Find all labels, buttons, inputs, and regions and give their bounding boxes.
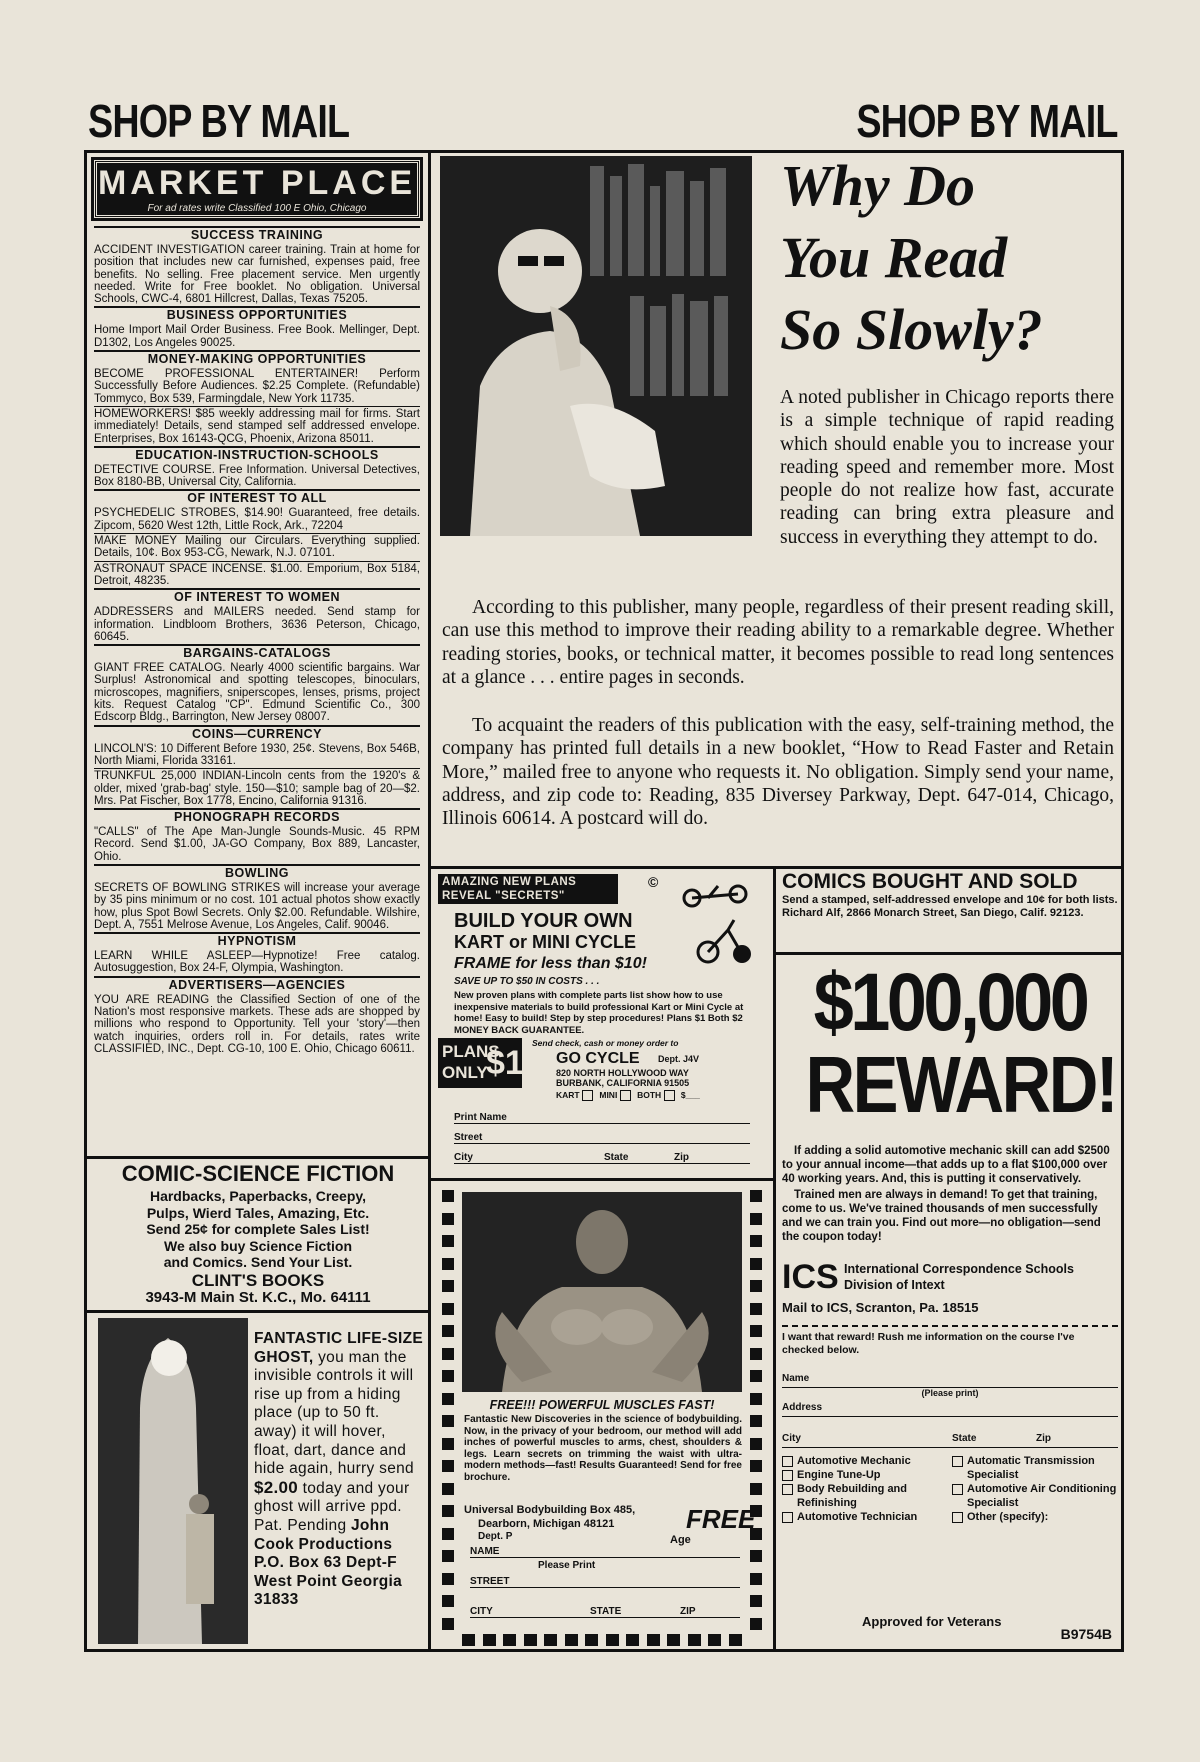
field-label: State — [952, 1433, 977, 1444]
field-label: Street — [454, 1132, 483, 1143]
clints-line: Pulps, Wierd Tales, Amazing, Etc. — [146, 1204, 370, 1221]
classified-ad: ACCIDENT INVESTIGATION career training. Train at home for position that includes new car furnished, expenses paid, free benefits. No selling. Free placement service. Men urgently needed. Write for Free booklet. No obligation. Universal Schools, CWC-4, 6801 Hillcrest, Dallas, Texas 75205. — [94, 244, 420, 306]
ghost-photo — [98, 1318, 248, 1644]
option-label: Engine Tune-Up — [797, 1469, 881, 1481]
street-field[interactable] — [454, 1132, 750, 1144]
classified-ad: ASTRONAUT SPACE INCENSE. $1.00. Emporium, Box 5184, Detroit, 48235. — [94, 562, 420, 587]
article-headline — [780, 150, 1120, 366]
go-cycle-h3: FRAME for less than $10! — [454, 955, 647, 972]
ics-address-field[interactable] — [782, 1402, 1118, 1417]
checkbox[interactable] — [782, 1456, 793, 1467]
muscles-ad — [438, 1186, 768, 1646]
reward-amount: $100,000 — [813, 957, 1087, 1048]
option-mini: MINI — [599, 1090, 618, 1100]
film-strip-bottom — [462, 1634, 742, 1646]
field-label: Zip — [1036, 1433, 1051, 1444]
classified-category: OF INTEREST TO ALL — [94, 489, 420, 506]
marketplace-title-box — [94, 160, 420, 218]
ics-option[interactable] — [952, 1510, 1118, 1524]
option-label: Other (specify): — [967, 1511, 1049, 1523]
go-cycle-ad — [438, 874, 768, 1172]
classified-ad: TRUNKFUL 25,000 INDIAN-Lincoln cents from the 1920's & older, mixed 'grab-bag' style. 150—$10; sample bag of 20—$2. Mrs. Pat Fischer, Box 1778, Encino, California 91316. — [94, 770, 420, 807]
reader-illustration — [440, 156, 752, 536]
go-cycle-company: GO CYCLE — [556, 1050, 640, 1067]
muscles-city: Dearborn, Michigan 48121 — [478, 1518, 615, 1530]
classified-ad: YOU ARE READING the Classified Section of one of the Nation's most responsive markets. These ads are shopped by millions who respond to Opportunity. Tell your 'story'—then watch inquiries, orders roll in. For details, rates write CLASSIFIED, INC., Dept. CG-10, 100 E. Ohio, Chicago 60611. — [94, 993, 420, 1055]
film-strip-right — [750, 1190, 762, 1630]
marketplace-subtitle: For ad rates write Classified 100 E Ohio, Chicago — [147, 203, 367, 214]
muscles-street-field[interactable] — [470, 1576, 740, 1588]
film-strip-left — [442, 1190, 454, 1630]
mini-checkbox[interactable] — [620, 1090, 631, 1101]
muscles-dept: Dept. P — [478, 1531, 513, 1542]
reader-photo — [440, 156, 752, 536]
classified-category: MONEY-MAKING OPPORTUNITIES — [94, 350, 420, 367]
field-label: State — [604, 1152, 629, 1163]
headline-line: You Read — [780, 225, 1008, 290]
banner-line: AMAZING NEW PLANS — [442, 876, 577, 888]
ics-org: International Correspondence Schools — [844, 1262, 1074, 1276]
muscles-city-field[interactable] — [470, 1606, 740, 1618]
ics-reward-ad — [782, 958, 1118, 1648]
checkbox[interactable] — [782, 1512, 793, 1523]
classified-category: BARGAINS-CATALOGS — [94, 644, 420, 661]
divider — [428, 150, 431, 1652]
classified-ad: HOMEWORKERS! $85 weekly addressing mail for firms. Start immediately! Details, send stamped self addressed envelope. Enterprises, Box 16143-QCG, Phoenix, Arizona 85011. — [94, 407, 420, 445]
article-paragraph-1: According to this publisher, many people, regardless of their present reading skill, can use this method to improve their reading ability to a remarkable degree. Whether reading stories, books, or technical matter, it becomes possible to read long sentences at a glance . . . entire pages in seconds. — [442, 597, 1114, 688]
classified-ad: DETECTIVE COURSE. Free Information. Universal Detectives, Box 8180-BB, Universal City, California. — [94, 463, 420, 489]
ics-option[interactable] — [782, 1510, 952, 1524]
ghost-text — [254, 1330, 424, 1610]
classified-ad: BECOME PROFESSIONAL ENTERTAINER! Perform Successfully Before Audiences. $2.25 Complete. (Refundable) Tommyco, Box 539, Farmingdale, New York 11735. — [94, 368, 420, 405]
classified-ad: MAKE MONEY Mailing our Circulars. Everything supplied. Details, 10¢. Box 953-CG, Newark, N.J. 07101. — [94, 535, 420, 560]
ics-paragraph-1: If adding a solid automotive mechanic skill can add $2500 to your annual income—that adds up to a flat $100,000 over 40 working years. And, this is putting it conservatively. — [782, 1145, 1110, 1185]
option-label: Automotive Air Conditioning Specialist — [967, 1483, 1117, 1509]
go-cycle-body: New proven plans with complete parts list show how to use inexpensive materials to build professional Kart or Mini Cycle at home! Easy to build! Step by step procedures! Plans $1 Both $2 MONEY BACK GUARANTEE. — [454, 990, 744, 1036]
classified-category: BOWLING — [94, 864, 420, 881]
divider — [428, 866, 1124, 869]
header-right: SHOP BY MAIL — [856, 95, 1118, 147]
field-label: Address — [782, 1402, 823, 1413]
go-cycle-h2: KART or MINI CYCLE — [454, 932, 636, 952]
divider — [773, 866, 776, 1652]
go-cycle-h1: BUILD YOUR OWN — [454, 910, 633, 932]
classified-category: BUSINESS OPPORTUNITIES — [94, 306, 420, 323]
muscles-headline: FREE!!! POWERFUL MUSCLES FAST! — [489, 1398, 715, 1412]
option-label: Automotive Mechanic — [797, 1455, 911, 1467]
both-checkbox[interactable] — [664, 1090, 675, 1101]
go-cycle-banner — [438, 874, 618, 904]
kart-illustration — [678, 880, 758, 970]
ghost-price: $2.00 — [254, 1477, 299, 1497]
go-cycle-save: SAVE UP TO $50 IN COSTS . . . — [454, 976, 600, 987]
ics-option[interactable] — [782, 1454, 952, 1468]
field-label: Name — [782, 1373, 810, 1384]
classified-category: COINS—CURRENCY — [94, 725, 420, 742]
clints-line: We also buy Science Fiction — [163, 1237, 352, 1254]
go-cycle-city: BURBANK, CALIFORNIA 91505 — [556, 1078, 690, 1088]
comics-title: COMICS BOUGHT AND SOLD — [782, 870, 1078, 893]
headline-line: So Slowly? — [780, 297, 1043, 362]
field-label: CITY — [470, 1606, 493, 1617]
ics-code: B9754B — [1060, 1626, 1112, 1642]
article-paragraph-2: To acquaint the readers of this publication with the easy, self-training method, the company has printed full details in a new booklet, “How to Read Faster and Retain More,” mailed free to anyone who requests it. No obligation. Simply send your name, address, and zip code to: Reading, 835 Diversey Parkway, Dept. 647-014, Chicago, Illinois 60614. A postcard will do. — [442, 715, 1114, 830]
ghost-company: John Cook Productions P.O. Box 63 Dept-F West Point Georgia 31833 — [254, 1516, 403, 1609]
ghost-body: you man the invisible controls it will rise up from a hiding place (up to 50 ft. away) it will hover, float, dart, dance and hide again, hurry send — [254, 1348, 414, 1478]
marketplace — [94, 160, 420, 1056]
plans-only-label: PLANS ONLY — [442, 1042, 500, 1082]
option-kart: KART — [556, 1090, 580, 1100]
classified-category: OF INTEREST TO WOMEN — [94, 588, 420, 605]
ics-name-field[interactable] — [782, 1373, 1118, 1388]
divider — [84, 1156, 430, 1159]
field-label: Age — [670, 1534, 691, 1546]
field-label: NAME — [470, 1546, 500, 1557]
go-cycle-street: 820 NORTH HOLLYWOOD WAY — [556, 1068, 689, 1078]
ics-option[interactable] — [952, 1482, 1118, 1510]
ics-logo: ICS — [782, 1258, 839, 1296]
ics-city-field[interactable] — [782, 1433, 1118, 1448]
classified-ad: Home Import Mail Order Business. Free Book. Mellinger, Dept. D1302, Los Angeles 90025. — [94, 324, 420, 349]
go-cycle-options — [556, 1090, 700, 1101]
muscles-body: Fantastic New Discoveries in the science of bodybuilding. Now, in the privacy of your bedroom, our method will add inches of powerful muscles to arms, chest, shoulders & legs. Learn secrets on trimming the waist with ultra-modern methods—fast! Results Guaranteed! Send for free brochure. — [464, 1414, 742, 1483]
field-label: Zip — [674, 1152, 689, 1163]
bodybuilder-illustration — [462, 1192, 742, 1392]
classified-category: PHONOGRAPH RECORDS — [94, 808, 420, 825]
comics-bought-sold-ad — [782, 870, 1118, 920]
plans-only-box — [438, 1038, 522, 1088]
ghost-headline: FANTASTIC LIFE-SIZE GHOST, — [254, 1330, 424, 1366]
classified-category: ADVERTISERS—AGENCIES — [94, 976, 420, 993]
option-label: Automotive Technician — [797, 1511, 918, 1523]
marketplace-sections — [94, 226, 420, 1056]
muscles-company: Universal Bodybuilding Box 485, — [464, 1504, 636, 1516]
field-label: STREET — [470, 1576, 510, 1587]
field-label: STATE — [590, 1606, 622, 1617]
classified-ad: GIANT FREE CATALOG. Nearly 4000 scientific bargains. War Surplus! Astronomical and spotting telescopes, binoculars, microscopes, magnifiers, sniperscopes, lenses, prisms, project kits. Request Catalog "CP". Edmund Scientific Co., 300 Edscorp Bldg., Barrington, New Jersey 08007. — [94, 662, 420, 724]
go-cycle-dept: Dept. J4V — [658, 1054, 700, 1064]
plans-price: $1 — [486, 1044, 524, 1082]
ics-logo-block — [782, 1260, 1118, 1308]
classified-category: EDUCATION-INSTRUCTION-SCHOOLS — [94, 446, 420, 463]
ics-veterans: Approved for Veterans — [862, 1614, 1002, 1629]
ics-mail-to: Mail to ICS, Scranton, Pa. 18515 — [782, 1300, 979, 1315]
comics-body: Send a stamped, self-addressed envelope and 10¢ for both lists. Richard Alf, 2866 Monarch Street, San Diego, Calif. 92123. — [782, 894, 1118, 919]
checkbox[interactable] — [952, 1456, 963, 1467]
clints-store: CLINT'S BOOKS — [191, 1271, 325, 1290]
classified-ad: PSYCHEDELIC STROBES, $14.90! Guaranteed, free details. Zipcom, 5620 West 12th, Little Rock, Ark., 72204 — [94, 507, 420, 532]
divider — [428, 1178, 775, 1181]
clints-address: 3943-M Main St. K.C., Mo. 64111 — [98, 1290, 418, 1306]
classified-category: HYPNOTISM — [94, 932, 420, 949]
copyright-mark: © — [648, 874, 659, 890]
classified-ad: ADDRESSERS and MAILERS needed. Send stamp for information. Lindbloom Brothers, 3636 Peterson, Chicago, 60645. — [94, 606, 420, 643]
clints-line: Send 25¢ for complete Sales List! — [146, 1221, 370, 1237]
checkbox[interactable] — [952, 1484, 963, 1495]
classified-ad: "CALLS" of The Ape Man-Jungle Sounds-Music. 45 RPM Record. Send $1.00, JA-GO Company, Box 889, Lancaster, Ohio. — [94, 826, 420, 863]
ghost-illustration — [98, 1318, 248, 1644]
ics-paragraph-2: Trained men are always in demand! To get that training, come to us. We've trained thousands of men successfully and we can train you. Find out more—no obligation—send the coupon today! — [782, 1189, 1101, 1243]
city-field[interactable] — [454, 1152, 750, 1164]
ics-option[interactable] — [782, 1482, 952, 1510]
ics-option[interactable] — [952, 1454, 1118, 1482]
bodybuilder-photo — [462, 1192, 742, 1392]
go-cycle-send: Send check, cash or money order to — [532, 1038, 679, 1048]
reward-title: REWARD! — [805, 1040, 1117, 1129]
article-intro: A noted publisher in Chicago reports there is a simple technique of rapid reading which should enable you to increase your reading speed and remember more. Most people do not realize how fast, accurate reading can bring extra pleasure and success in everything they attempt to do. — [780, 387, 1114, 548]
print-name-field[interactable] — [454, 1112, 750, 1124]
muscles-free: FREE — [686, 1504, 756, 1534]
clints-line: Hardbacks, Paperbacks, Creepy, — [149, 1188, 367, 1204]
field-label: City — [454, 1152, 473, 1163]
option-amount: $___ — [680, 1090, 700, 1100]
field-label: ZIP — [680, 1606, 696, 1617]
checkbox[interactable] — [952, 1512, 963, 1523]
kart-checkbox[interactable] — [582, 1090, 593, 1101]
clints-title: COMIC-SCIENCE FICTION — [98, 1162, 418, 1186]
clints-lines — [98, 1188, 418, 1271]
ics-division: Division of Intext — [844, 1278, 945, 1292]
classified-ad: LEARN WHILE ASLEEP—Hypnotize! Free catalog. Autosuggestion, Box 24-F, Olympia, Washington. — [94, 950, 420, 975]
ics-coupon-intro: I want that reward! Rush me information on the course I've checked below. — [782, 1325, 1118, 1357]
marketplace-title: MARKET PLACE — [97, 164, 417, 202]
clints-line: and Comics. Send Your List. — [163, 1254, 353, 1270]
classified-ad: SECRETS OF BOWLING STRIKES will increase your average by 35 pins minimum or no cost. 101 actual photos show exactly how, plus Spot Bowl Secrets. Only $2.00. Refundable. Wilshire, Dept. A, 7551 Melrose Avenue, Los Angeles, Calif. 90046. — [94, 881, 420, 931]
divider — [84, 1310, 430, 1313]
field-label: City — [782, 1433, 801, 1444]
option-label: Automatic Transmission Specialist — [967, 1455, 1095, 1481]
divider — [773, 952, 1124, 955]
classified-category: SUCCESS TRAINING — [94, 226, 420, 243]
classified-ad: LINCOLN'S: 10 Different Before 1930, 25¢. Stevens, Box 546B, North Miami, Florida 33161. — [94, 742, 420, 767]
ics-option[interactable] — [782, 1468, 952, 1482]
checkbox[interactable] — [782, 1484, 793, 1495]
headline-line: Why Do — [780, 153, 975, 218]
ghost-body2: today and your ghost will arrive ppd. Pat. Pending — [254, 1479, 410, 1534]
checkbox[interactable] — [782, 1470, 793, 1481]
option-both: BOTH — [637, 1090, 662, 1100]
clints-books-ad — [98, 1161, 418, 1306]
header-left: SHOP BY MAIL — [88, 95, 350, 147]
banner-line: REVEAL "SECRETS" — [442, 890, 565, 902]
muscles-please-print: Please Print — [538, 1560, 596, 1571]
field-label: Print Name — [454, 1112, 507, 1123]
ics-please-print: (Please print) — [921, 1388, 979, 1398]
option-label: Body Rebuilding and Refinishing — [797, 1483, 907, 1509]
